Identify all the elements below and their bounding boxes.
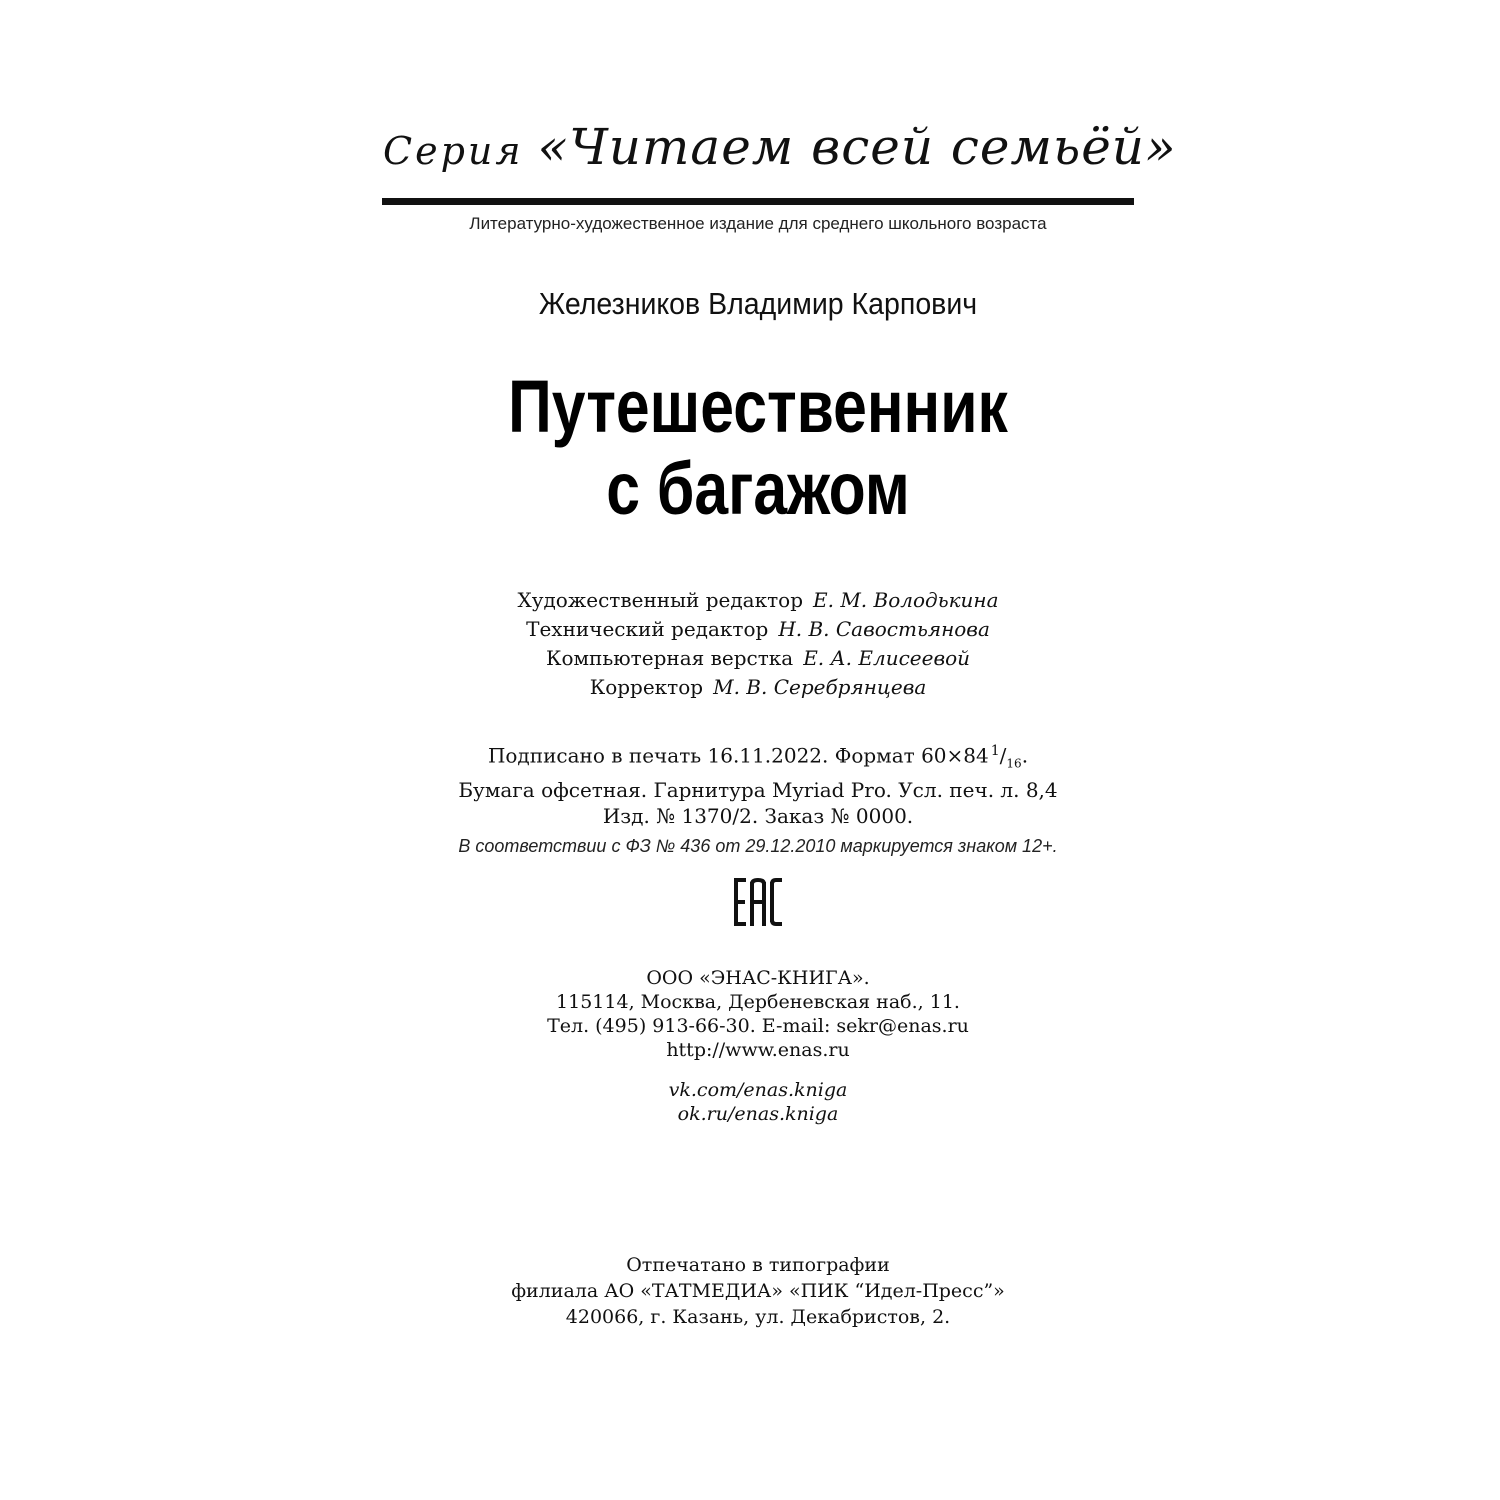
publisher-name: ООО «ЭНАС-КНИГА». [646, 967, 870, 989]
book-title-line-1: Путешественник [508, 365, 1008, 448]
credit-name: Е. А. Елисеевой [803, 646, 971, 670]
age-rating-note: В соответствии с ФЗ № 436 от 29.12.2010 маркируется знаком 12+. [458, 836, 1058, 856]
printer-line-1: Отпечатано в типографии [626, 1254, 890, 1276]
format-fraction-denominator: 16 [1006, 756, 1022, 771]
imprint-print-date-format: Подписано в печать 16.11.2022. Формат 60×84 [487, 743, 989, 768]
credit-role: Технический редактор [526, 617, 769, 641]
credit-name: Е. М. Володькина [813, 588, 999, 612]
author-name: Железников Владимир Карпович [538, 286, 978, 321]
format-fraction-numerator: 1 [990, 743, 1000, 759]
credit-name: М. В. Серебрянцева [713, 675, 927, 699]
publisher-contacts: Тел. (495) 913-66-30. E-mail: sekr@enas.ru [547, 1015, 969, 1037]
credit-role: Художественный редактор [517, 588, 803, 612]
imprint-line-3: Изд. № 1370/2. Заказ № 0000. [602, 803, 914, 828]
credit-row [300, 586, 1216, 615]
eac-mark-icon [732, 876, 784, 928]
printer-line-3: 420066, г. Казань, ул. Декабристов, 2. [565, 1306, 951, 1328]
credit-row [300, 644, 1216, 673]
series-heading [383, 118, 1177, 176]
social-link-ok: ok.ru/enas.kniga [677, 1103, 839, 1125]
imprint-line-1-end: . [1021, 743, 1029, 768]
publisher-address: 115114, Москва, Дербеневская наб., 11. [556, 991, 960, 1013]
credit-role: Компьютерная верстка [545, 646, 794, 670]
edition-subtitle: Литературно-художественное издание для среднего школьного возраста [469, 214, 1047, 233]
imprint-line-2: Бумага офсетная. Гарнитура Myriad Pro. Усл. печ. л. 8,4 [458, 777, 1058, 802]
publisher-block [300, 966, 1216, 1062]
credits-block [300, 586, 1216, 702]
imprint-line-1: Подписано в печать 16.11.2022. Формат 60×84 $^1/_{16}$. [487, 743, 1029, 771]
book-title-line-2: с багажом [606, 447, 910, 530]
credit-row [300, 673, 1216, 702]
series-label: Серия [383, 129, 524, 173]
credit-role: Корректор [589, 675, 704, 699]
credit-name: Н. В. Савостьянова [778, 617, 990, 641]
credit-row [300, 615, 1216, 644]
imprint-block [300, 738, 1216, 829]
social-links [300, 1078, 1216, 1126]
series-name: «Читаем всей семьёй» [537, 118, 1177, 176]
social-link-vk: vk.com/enas.kniga [668, 1079, 848, 1101]
series-divider [382, 198, 1134, 205]
publisher-website: http://www.enas.ru [666, 1039, 850, 1061]
book-title [382, 366, 1133, 530]
printer-block [300, 1252, 1216, 1330]
printer-line-2: филиала АО «ТАТМЕДИА» «ПИК “Идел-Пресс”» [511, 1280, 1005, 1302]
